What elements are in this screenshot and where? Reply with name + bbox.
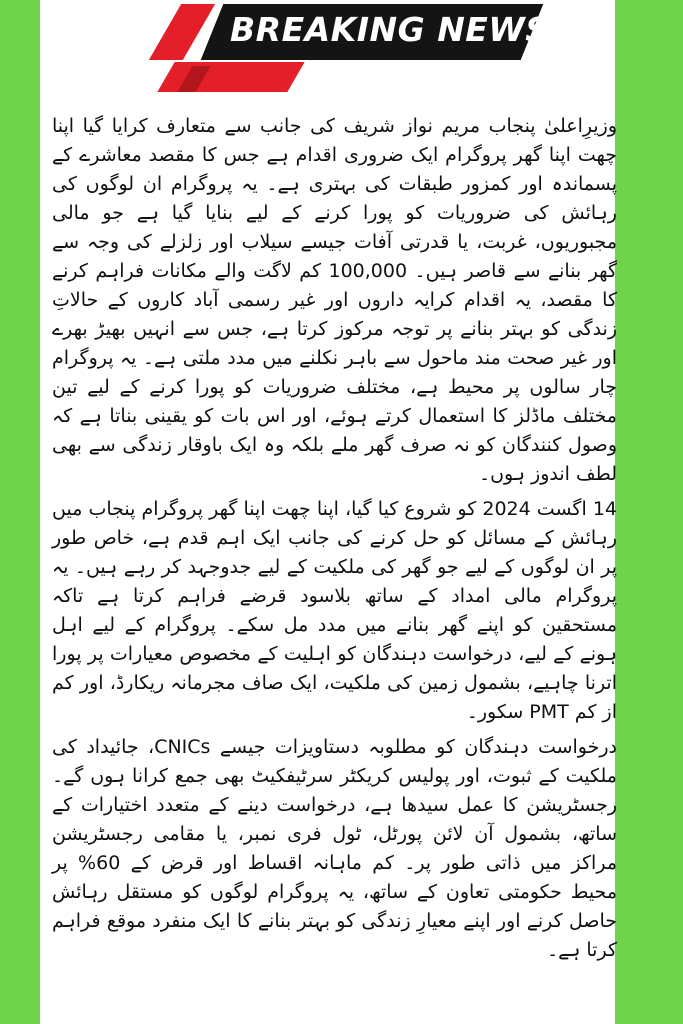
article-paragraph-1: وزیرِاعلیٰ پنجاب مریم نواز شریف کی جانب سے متعارف کرایا گیا اپنا چھت اپنا گھر پروگرام ایک ضروری اقدام ہے جس کا مقصد معاشرے کے پسماندہ اور کمزور طبقات کی بہتری ہے۔ یہ پروگرام ان لوگوں کی رہائش کی ضروریات کو پورا کرنے کے لیے بنایا گیا ہے جو مالی مجبوریوں، غربت، یا قدرتی آفات جیسے سیلاب اور زلزلے کی وجہ سے گھر بنانے سے قاصر ہیں۔ 100,000 کم لاگت والے مکانات فراہم کرنے کا مقصد، یہ اقدام کرایہ داروں اور غیر رسمی آباد کاروں کے حالاتِ زندگی کو بہتر بنانے پر توجہ مرکوز کرتا ہے، جس سے انہیں بھیڑ بھرے اور غیر صحت مند ماحول سے باہر نکلنے میں مدد ملتی ہے۔ یہ پروگرام چار سالوں پر محیط ہے، مختلف ضروریات کو پورا کرنے کے لیے تین مختلف ماڈلز کا استعمال کرتے ہوئے، اور اس بات کو یقینی بناتا ہے کہ وصول کنندگان کو نہ صرف گھر ملے بلکہ وہ ایک باوقار زندگی سے بھی لطف اندوز ہوں۔	[52, 115, 617, 485]
article-body	[52, 112, 617, 971]
article-paragraph-2: 14 اگست 2024 کو شروع کیا گیا، اپنا چھت اپنا گھر پروگرام پنجاب میں رہائش کے مسائل کو حل کرنے کی جانب ایک اہم قدم ہے، خاص طور پر ان لوگوں کے لیے جو گھر کی ملکیت کے لیے جدوجہد کر رہے ہیں۔ یہ پروگرام مالی امداد کے ساتھ بلاسود قرضے فراہم کرتا ہے تاکہ مستحقین کو اپنے گھر بنانے میں مدد مل سکے۔ پروگرام کے لیے اہل ہونے کے لیے، درخواست دہندگان کو اہلیت کے مخصوص معیارات پر پورا اترنا چاہیے، بشمول زمین کی ملکیت، ایک صاف مجرمانہ ریکارڈ، اور کم از کم PMT سکور۔	[52, 498, 617, 723]
breaking-news-banner	[0, 0, 683, 110]
banner-title: BREAKING NEWS	[230, 10, 550, 49]
article-paragraph-3: درخواست دہندگان کو مطلوبہ دستاویزات جیسے CNICs، جائیداد کی ملکیت کے ثبوت، اور پولیس کریکٹر سرٹیفکیٹ بھی جمع کرانا ہوں گے۔ رجسٹریشن کا عمل سیدھا ہے، درخواست دینے کے متعدد اختیارات کے ساتھ، بشمول آن لائن پورٹل، ٹول فری نمبر، یا مقامی رجسٹریشن مراکز میں ذاتی طور پر۔ کم ماہانہ اقساط اور قرض کے 60% پر محیط حکومتی تعاون کے ساتھ، یہ پروگرام لوگوں کو مستقل رہائش حاصل کرنے اور اپنے معیارِ زندگی کو بہتر بنانے کا ایک منفرد موقع فراہم کرتا ہے۔	[52, 736, 617, 961]
